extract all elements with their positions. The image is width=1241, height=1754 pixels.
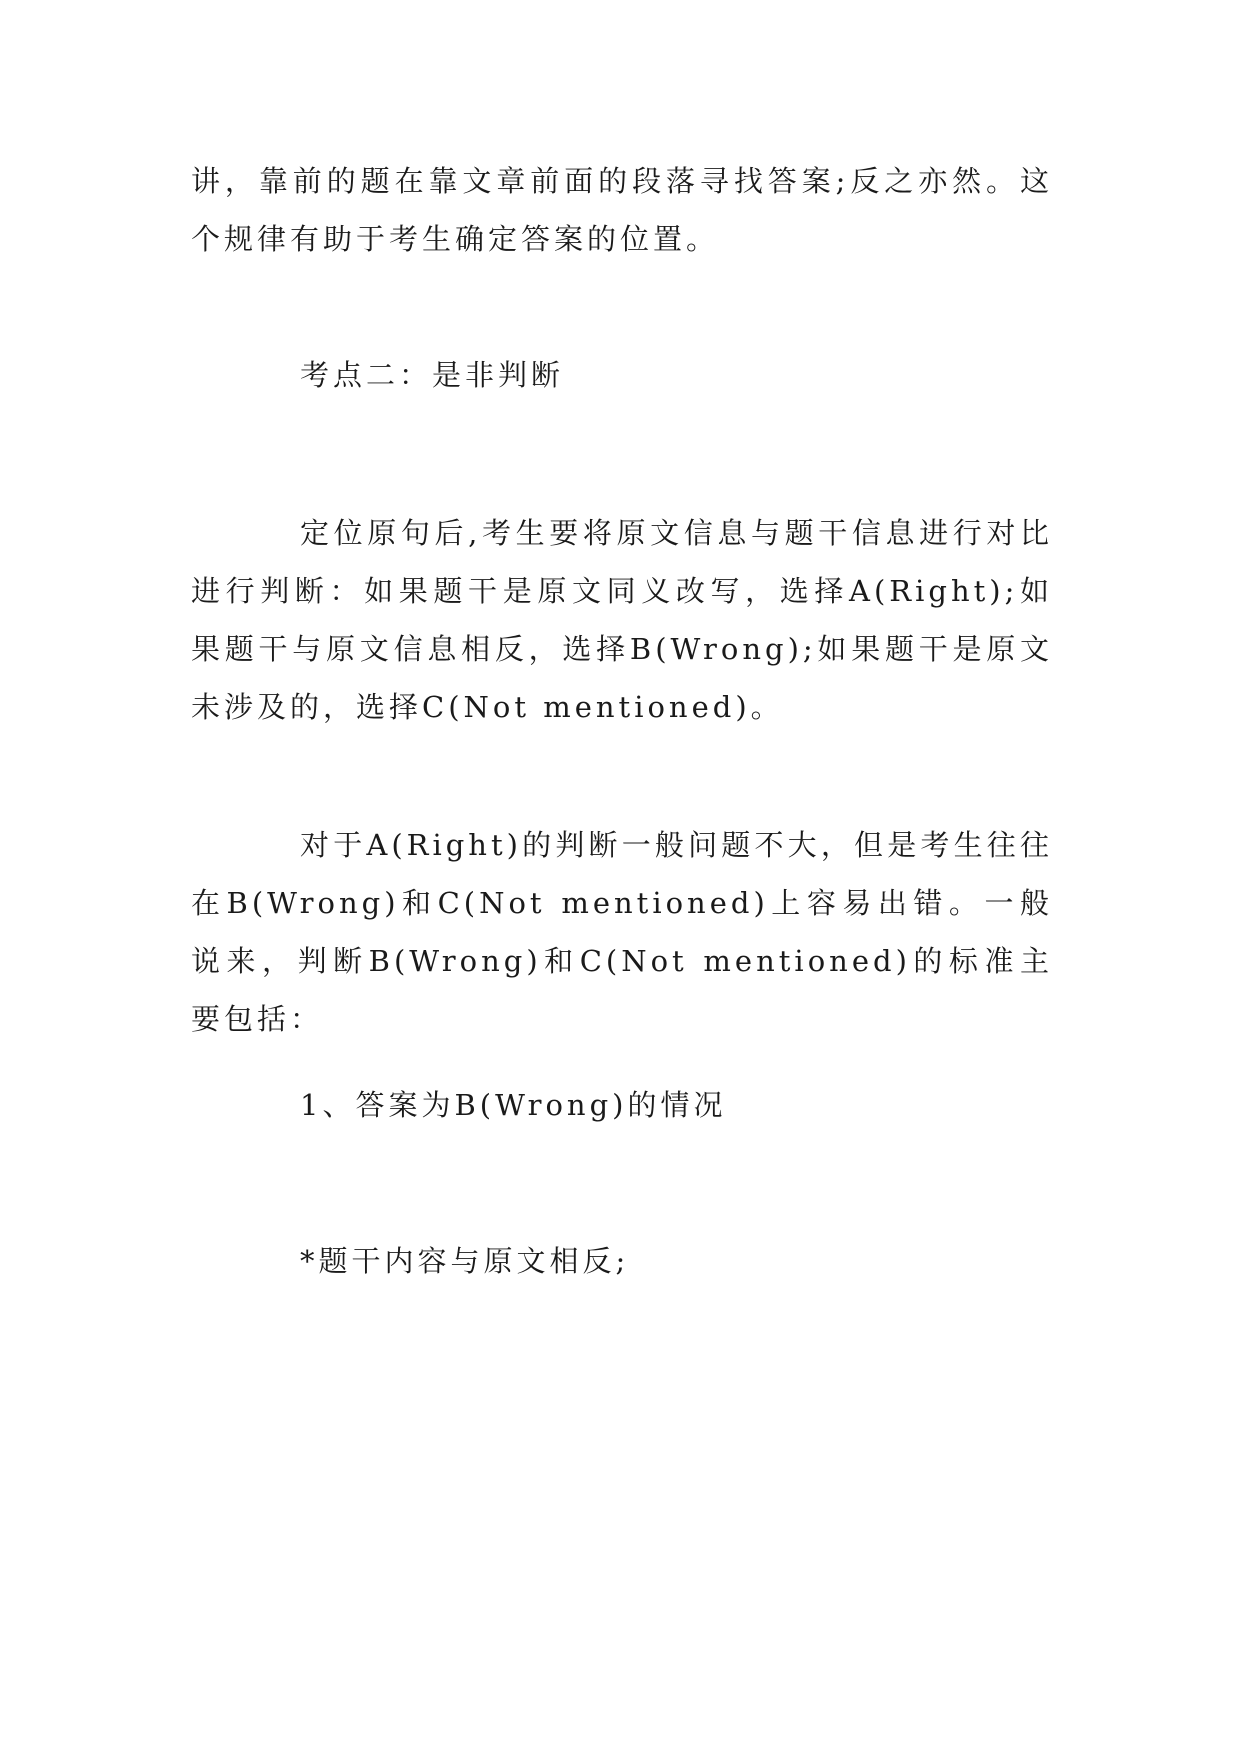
paragraph-continued: 讲，靠前的题在靠文章前面的段落寻找答案;反之亦然。这个规律有助于考生确定答案的位置。: [191, 164, 1053, 256]
paragraph-judgement-criteria: 对于A(Right)的判断一般问题不大，但是考生往往在B(Wrong)和C(Not mentioned)上容易出错。一般说来，判断B(Wrong)和C(Not mentioned)的标准主要包括：: [191, 828, 1053, 1036]
bullet-item-opposite: *题干内容与原文相反;: [300, 1244, 630, 1278]
section-heading-judgement: 考点二：是非判断: [300, 358, 565, 392]
paragraph-judgement-method: 定位原句后,考生要将原文信息与题干信息进行对比进行判断：如果题干是原文同义改写，选择A(Right);如果题干与原文信息相反，选择B(Wrong);如果题干是原文未涉及的，选择C(Not mentioned)。: [191, 516, 1053, 724]
subheading-wrong-cases: 1、答案为B(Wrong)的情况: [300, 1088, 727, 1122]
